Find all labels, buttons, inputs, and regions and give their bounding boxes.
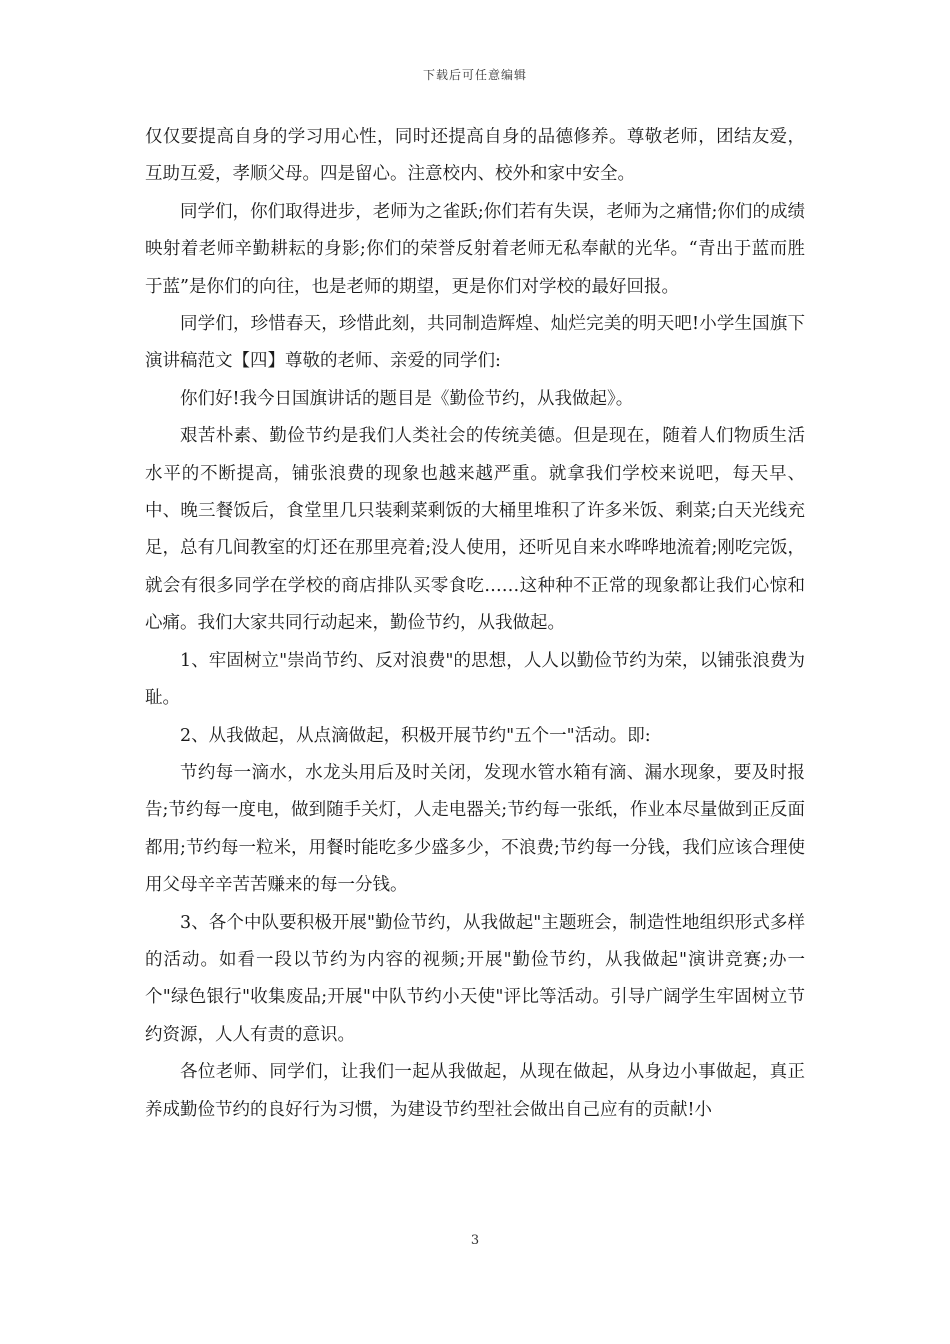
paragraph-9: 3、各个中队要积极开展"勤俭节约，从我做起"主题班会，制造性地组织形式多样的活动。如看一段以节约为内容的视频;开展"勤俭节约，从我做起"演讲竞赛;办一个"绿色银行"收集废品;开展"中队节约小天使"评比等活动。引导广阔学生牢固树立节约资源，人人有责的意识。 (145, 912, 805, 1045)
paragraph-7: 2、从我做起，从点滴做起，积极开展节约"五个一"活动。即: (180, 725, 651, 746)
document-body (145, 119, 805, 1129)
paragraph-2: 同学们，你们取得进步，老师为之雀跃;你们若有失误，老师为之痛惜;你们的成绩映射着老师辛勤耕耘的身影;你们的荣誉反射着老师无私奉献的光华。“青出于蓝而胜于蓝”是你们的向往，也是老师的期望，更是你们对学校的最好回报。 (145, 201, 805, 297)
paragraph-5: 艰苦朴素、勤俭节约是我们人类社会的传统美德。但是现在，随着人们物质生活水平的不断提高，铺张浪费的现象也越来越严重。就拿我们学校来说吧，每天早、中、晚三餐饭后，食堂里几只装剩菜剩饭的大桶里堆积了许多米饭、剩菜;白天光线充足，总有几间教室的灯还在那里亮着;没人使用，还听见自来水哗哗地流着;刚吃完饭，就会有很多同学在学校的商店排队买零食吃……这种种不正常的现象都让我们心惊和心痛。我们大家共同行动起来，勤俭节约，从我做起。 (145, 426, 805, 634)
paragraph-3: 同学们，珍惜春天，珍惜此刻，共同制造辉煌、灿烂完美的明天吧!小学生国旗下演讲稿范文【四】尊敬的老师、亲爱的同学们: (145, 314, 805, 372)
page-header: 下载后可任意编辑 (422, 68, 527, 82)
paragraph-4: 你们好!我今日国旗讲话的题目是《勤俭节约，从我做起》。 (180, 388, 634, 409)
paragraph-10: 各位老师、同学们，让我们一起从我做起，从现在做起，从身边小事做起，真正养成勤俭节约的良好行为习惯，为建设节约型社会做出自己应有的贡献!小 (145, 1062, 805, 1120)
page-number: 3 (470, 1233, 480, 1248)
paragraph-1: 仅仅要提高自身的学习用心性，同时还提高自身的品德修养。尊敬老师，团结友爱，互助互爱，孝顺父母。四是留心。注意校内、校外和家中安全。 (145, 127, 805, 185)
paragraph-6: 1、牢固树立"崇尚节约、反对浪费"的思想，人人以勤俭节约为荣，以铺张浪费为耻。 (145, 650, 805, 709)
paragraph-8: 节约每一滴水，水龙头用后及时关闭，发现水管水箱有滴、漏水现象，要及时报告;节约每一度电，做到随手关灯，人走电器关;节约每一张纸，作业本尽量做到正反面都用;节约每一粒米，用餐时能吃多少盛多少，不浪费;节约每一分钱，我们应该合理使用父母辛辛苦苦赚来的每一分钱。 (145, 762, 805, 896)
